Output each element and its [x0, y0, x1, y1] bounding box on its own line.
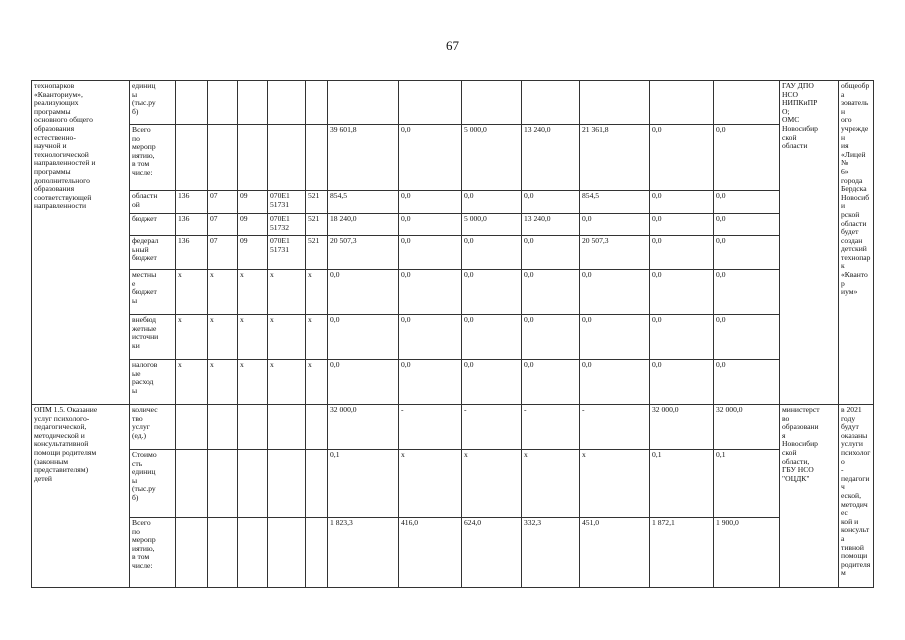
- budget-code-cell: [176, 518, 208, 588]
- budget-code-cell: [208, 450, 238, 518]
- expected-result-cell: общеобра зовательн ого учрежден ия «Лицей № 6» города Бердска Новосиби рской области будет создан детский технопарк «Квантор иум»: [839, 81, 874, 405]
- value-cell: 0,0: [714, 360, 780, 405]
- value-cell: 416,0: [399, 518, 462, 588]
- budget-code-cell: [208, 405, 238, 450]
- value-cell: 0,0: [714, 270, 780, 315]
- budget-code-cell: [208, 81, 238, 125]
- expected-result-cell: в 2021 году будут оказаны услуги психолого - педагогич еской, методичес кой и консульта тивной помощи родителя м: [839, 405, 874, 588]
- budget-code-cell: 521: [306, 236, 328, 270]
- value-cell: 0,0: [650, 315, 714, 360]
- budget-code-cell: x: [268, 270, 306, 315]
- value-cell: 0,0: [522, 360, 580, 405]
- value-cell: [580, 81, 650, 125]
- budget-code-cell: x: [176, 315, 208, 360]
- value-cell: 0,0: [462, 191, 522, 214]
- table-row: [32, 315, 874, 360]
- value-cell: 0,0: [522, 236, 580, 270]
- indicator-cell: налогов ые расход ы: [130, 360, 176, 405]
- budget-code-cell: [268, 405, 306, 450]
- value-cell: [399, 81, 462, 125]
- budget-code-cell: 136: [176, 236, 208, 270]
- executor-cell: министерст во образовани я Новосибир ской области, ГБУ НСО "ОЦДК": [780, 405, 839, 588]
- executor-cell: ГАУ ДПО НСО НИПКиПР О; ОМС Новосибир ской области: [780, 81, 839, 405]
- value-cell: 0,0: [580, 315, 650, 360]
- value-cell: 0,0: [399, 236, 462, 270]
- value-cell: 0,0: [399, 214, 462, 236]
- value-cell: 0,0: [714, 315, 780, 360]
- budget-code-cell: x: [238, 270, 268, 315]
- budget-code-cell: 07: [208, 236, 238, 270]
- value-cell: 21 361,8: [580, 125, 650, 191]
- measure-name-cell: ОПМ 1.5. Оказание услуг психолого- педагогической, методической и консультативной помощи родителям (законным представителям) детей: [32, 405, 130, 588]
- budget-code-cell: x: [176, 360, 208, 405]
- budget-code-cell: x: [268, 315, 306, 360]
- value-cell: [522, 81, 580, 125]
- table-row: [32, 214, 874, 236]
- budget-code-cell: [208, 518, 238, 588]
- value-cell: 332,3: [522, 518, 580, 588]
- budget-code-cell: [176, 405, 208, 450]
- value-cell: -: [522, 405, 580, 450]
- value-cell: 0,0: [580, 270, 650, 315]
- value-cell: 0,0: [650, 236, 714, 270]
- budget-code-cell: 07: [208, 214, 238, 236]
- indicator-cell: количес тво услуг (ед.): [130, 405, 176, 450]
- measure-name-cell: технопарков «Кванториум», реализующих программы основного общего образования естественно- научной и технологической направленностей и программы дополнительного образования соответствующей направленности: [32, 81, 130, 405]
- value-cell: 0,0: [580, 360, 650, 405]
- budget-code-cell: 07: [208, 191, 238, 214]
- budget-code-cell: 070E1 51731: [268, 236, 306, 270]
- budget-code-cell: x: [208, 270, 238, 315]
- value-cell: 0,0: [650, 214, 714, 236]
- budget-code-cell: [268, 125, 306, 191]
- value-cell: -: [580, 405, 650, 450]
- budget-code-cell: 521: [306, 214, 328, 236]
- value-cell: 0,0: [522, 270, 580, 315]
- value-cell: 0,0: [650, 360, 714, 405]
- value-cell: 854,5: [328, 191, 399, 214]
- table-row: [32, 125, 874, 191]
- budget-code-cell: x: [306, 270, 328, 315]
- value-cell: 0,0: [714, 214, 780, 236]
- value-cell: x: [462, 450, 522, 518]
- budget-table: [31, 80, 874, 588]
- value-cell: 13 240,0: [522, 214, 580, 236]
- value-cell: 0,0: [399, 125, 462, 191]
- indicator-cell: Всего по меропр иятию, в том числе:: [130, 125, 176, 191]
- budget-code-cell: x: [268, 360, 306, 405]
- budget-code-cell: 09: [238, 236, 268, 270]
- budget-code-cell: 136: [176, 191, 208, 214]
- budget-code-cell: [268, 81, 306, 125]
- table-row: [32, 405, 874, 450]
- value-cell: 1 872,1: [650, 518, 714, 588]
- value-cell: -: [462, 405, 522, 450]
- indicator-cell: Стоимо сть единиц ы (тыс.ру б): [130, 450, 176, 518]
- value-cell: 0,0: [650, 125, 714, 191]
- value-cell: [462, 81, 522, 125]
- value-cell: 0,0: [714, 125, 780, 191]
- value-cell: 0,1: [650, 450, 714, 518]
- value-cell: 20 507,3: [580, 236, 650, 270]
- budget-code-cell: [268, 450, 306, 518]
- value-cell: 0,0: [399, 315, 462, 360]
- value-cell: [714, 81, 780, 125]
- value-cell: x: [580, 450, 650, 518]
- value-cell: 18 240,0: [328, 214, 399, 236]
- value-cell: 0,0: [522, 315, 580, 360]
- value-cell: 0,0: [399, 360, 462, 405]
- indicator-cell: единиц ы (тыс.ру б): [130, 81, 176, 125]
- indicator-cell: местны е бюджет ы: [130, 270, 176, 315]
- page-number: 67: [446, 38, 459, 53]
- budget-code-cell: 09: [238, 214, 268, 236]
- value-cell: 0,0: [462, 315, 522, 360]
- value-cell: x: [399, 450, 462, 518]
- budget-code-cell: [306, 81, 328, 125]
- budget-code-cell: [268, 518, 306, 588]
- indicator-cell: областн ой: [130, 191, 176, 214]
- value-cell: 0,0: [650, 191, 714, 214]
- budget-code-cell: x: [176, 270, 208, 315]
- budget-code-cell: x: [238, 315, 268, 360]
- value-cell: x: [522, 450, 580, 518]
- budget-code-cell: [238, 405, 268, 450]
- budget-code-cell: [208, 125, 238, 191]
- value-cell: 1 900,0: [714, 518, 780, 588]
- value-cell: 39 601,8: [328, 125, 399, 191]
- value-cell: 0,0: [399, 270, 462, 315]
- budget-code-cell: [306, 518, 328, 588]
- value-cell: 0,0: [714, 236, 780, 270]
- budget-code-cell: x: [238, 360, 268, 405]
- value-cell: 0,0: [399, 191, 462, 214]
- value-cell: 0,0: [328, 270, 399, 315]
- value-cell: 0,0: [650, 270, 714, 315]
- budget-code-cell: [306, 125, 328, 191]
- indicator-cell: федерал ьный бюджет: [130, 236, 176, 270]
- value-cell: 32 000,0: [714, 405, 780, 450]
- budget-code-cell: 070E1 51732: [268, 214, 306, 236]
- budget-code-cell: 09: [238, 191, 268, 214]
- budget-code-cell: [306, 450, 328, 518]
- value-cell: 854,5: [580, 191, 650, 214]
- value-cell: -: [399, 405, 462, 450]
- budget-code-cell: x: [208, 315, 238, 360]
- table-row: [32, 360, 874, 405]
- value-cell: 0,0: [714, 191, 780, 214]
- table-row: [32, 270, 874, 315]
- value-cell: 0,1: [328, 450, 399, 518]
- value-cell: [650, 81, 714, 125]
- value-cell: 0,0: [328, 315, 399, 360]
- budget-code-cell: x: [306, 315, 328, 360]
- value-cell: 0,0: [580, 214, 650, 236]
- budget-code-cell: [238, 518, 268, 588]
- table-row: [32, 236, 874, 270]
- value-cell: 0,0: [522, 191, 580, 214]
- budget-code-cell: [306, 405, 328, 450]
- budget-code-cell: 070E1 51731: [268, 191, 306, 214]
- value-cell: 451,0: [580, 518, 650, 588]
- budget-code-cell: x: [208, 360, 238, 405]
- value-cell: 0,0: [462, 360, 522, 405]
- value-cell: 13 240,0: [522, 125, 580, 191]
- value-cell: 624,0: [462, 518, 522, 588]
- value-cell: 32 000,0: [650, 405, 714, 450]
- value-cell: [328, 81, 399, 125]
- budget-code-cell: [176, 450, 208, 518]
- budget-code-cell: [238, 125, 268, 191]
- value-cell: 5 000,0: [462, 125, 522, 191]
- value-cell: 0,0: [328, 360, 399, 405]
- value-cell: 0,1: [714, 450, 780, 518]
- value-cell: 32 000,0: [328, 405, 399, 450]
- budget-code-cell: [176, 81, 208, 125]
- table-row: [32, 81, 874, 125]
- value-cell: 5 000,0: [462, 214, 522, 236]
- indicator-cell: бюджет: [130, 214, 176, 236]
- table-row: [32, 450, 874, 518]
- value-cell: 1 823,3: [328, 518, 399, 588]
- value-cell: 0,0: [462, 236, 522, 270]
- budget-code-cell: [176, 125, 208, 191]
- table-row: [32, 518, 874, 588]
- budget-code-cell: 136: [176, 214, 208, 236]
- budget-code-cell: 521: [306, 191, 328, 214]
- value-cell: 0,0: [462, 270, 522, 315]
- indicator-cell: Всего по меропр иятию, в том числе:: [130, 518, 176, 588]
- indicator-cell: внебюд жетные источни ки: [130, 315, 176, 360]
- table-row: [32, 191, 874, 214]
- budget-code-cell: [238, 450, 268, 518]
- value-cell: 20 507,3: [328, 236, 399, 270]
- budget-code-cell: x: [306, 360, 328, 405]
- budget-code-cell: [238, 81, 268, 125]
